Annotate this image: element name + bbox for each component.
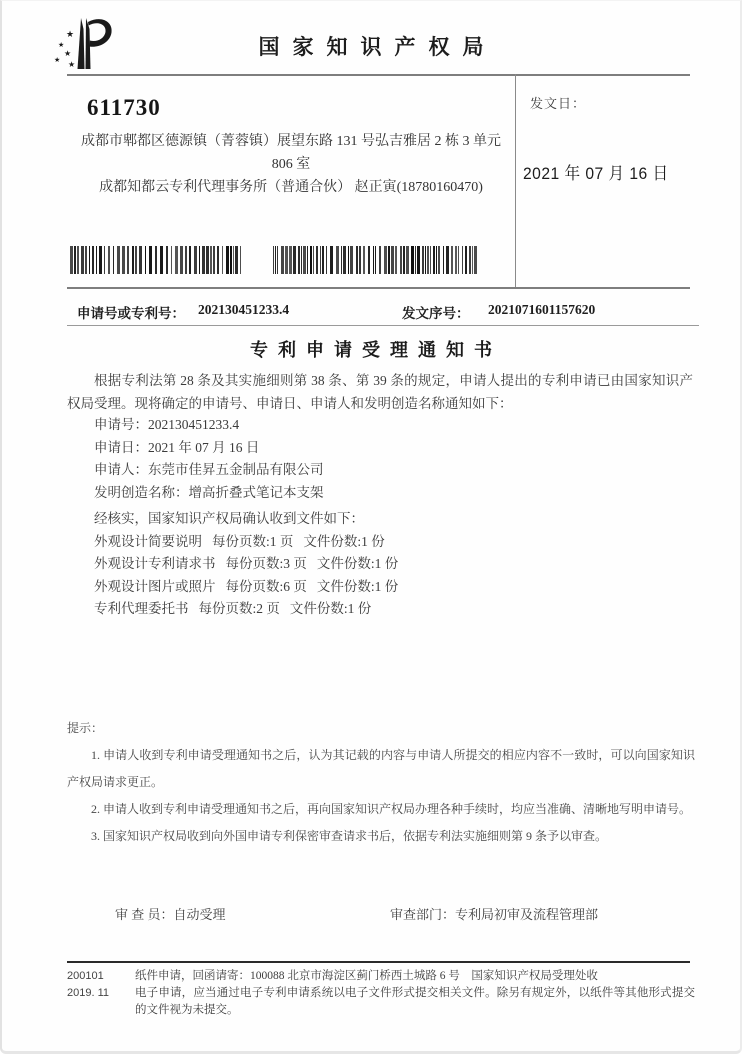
tip-item-1: 1. 申请人收到专利申请受理通知书之后，认为其记载的内容与申请人所提交的相应内容不一致时，可以向国家知识产权局请求更正。 xyxy=(67,748,695,789)
application-number-value: 202130451233.4 xyxy=(198,302,290,317)
footer-row-electronic xyxy=(67,985,695,1019)
serial-number-label: 发文序号： xyxy=(402,306,470,321)
document-name: 外观设计简要说明 xyxy=(94,533,202,549)
received-documents-intro: 经核实，国家知识产权局确认收到文件如下： xyxy=(94,511,364,526)
footer-form-code: 200101 xyxy=(67,970,104,982)
svg-text:★: ★ xyxy=(58,41,65,49)
numbers-bottom-rule xyxy=(67,325,699,326)
footer-row-paper xyxy=(67,968,695,985)
document-pages: 每份页数:1 页 xyxy=(212,533,294,549)
serial-number-value: 2021071601157620 xyxy=(488,302,596,317)
document-title: 专利申请受理通知书 xyxy=(250,340,502,360)
field-value: 东莞市佳昇五金制品有限公司 xyxy=(148,462,324,478)
barcode-right xyxy=(273,246,478,274)
examination-department xyxy=(390,904,598,923)
barcode-left xyxy=(70,246,243,274)
document-name: 专利代理委托书 xyxy=(94,601,189,617)
tip-item-2: 2. 申请人收到专利申请受理通知书之后，再向国家知识产权局办理各种手续时，均应当准确、清晰地写明申请号。 xyxy=(91,802,692,816)
field-label: 申请日： xyxy=(94,439,148,455)
department-label: 审查部门： xyxy=(390,907,456,922)
application-number-label: 申请号或专利号： xyxy=(77,306,185,321)
application-fields xyxy=(67,414,693,504)
svg-text:★: ★ xyxy=(66,29,75,39)
org-title: 国家知识产权局 xyxy=(258,36,497,59)
document-copies: 文件份数:1 份 xyxy=(289,601,372,617)
field-applicant xyxy=(67,459,693,482)
field-label: 申请号： xyxy=(94,417,148,432)
mailing-address-line2: 806 室 xyxy=(271,157,311,172)
field-filing-date xyxy=(67,437,693,460)
footer-notes xyxy=(67,968,695,1019)
examiner-label: 审 查 员： xyxy=(115,907,174,922)
intro-paragraph: 根据专利法第 28 条及其实施细则第 38 条、第 39 条的规定，申请人提出的专利申请已由国家知识产权局受理。现将确定的申请号、申请日、申请人和发明创造名称通知如下： xyxy=(67,373,693,411)
document-row xyxy=(67,598,693,621)
header-bottom-rule xyxy=(67,287,690,289)
document-name: 外观设计专利请求书 xyxy=(94,556,216,572)
document-copies: 文件份数:1 份 xyxy=(316,578,399,594)
field-invention-title xyxy=(67,482,693,505)
department-value: 专利局初审及流程管理部 xyxy=(455,907,599,922)
received-documents xyxy=(67,508,693,621)
issue-date-value: 2021 年 07 月 16 日 xyxy=(523,164,669,183)
footer-electronic-note: 电子申请，应当通过电子专利申请系统以电子文件形式提交相关文件。除另有规定外，以纸件等其他形式提交的文件视为未提交。 xyxy=(135,987,695,1016)
document-name: 外观设计图片或照片 xyxy=(94,578,216,594)
document-row xyxy=(67,553,693,576)
mailing-address-line1: 成都市郫都区德源镇（菁蓉镇）展望东路 131 号弘吉雅居 2 栋 3 单元 xyxy=(81,134,501,149)
field-application-number xyxy=(67,414,693,437)
field-value: 202130451233.4 xyxy=(148,417,240,432)
field-label: 发明创造名称： xyxy=(94,484,189,500)
svg-text:★: ★ xyxy=(68,60,76,69)
document-pages: 每份页数:3 页 xyxy=(225,556,307,572)
document-pages: 每份页数:2 页 xyxy=(198,601,280,617)
examiner xyxy=(115,904,226,923)
postal-code: 611730 xyxy=(87,95,161,120)
field-value: 2021 年 07 月 16 日 xyxy=(148,439,260,455)
issue-date-label: 发文日： xyxy=(530,96,587,111)
document-copies: 文件份数:1 份 xyxy=(316,556,399,572)
footer-rule xyxy=(67,961,690,963)
examiner-value: 自动受理 xyxy=(173,907,226,922)
document-row xyxy=(67,576,693,599)
tips-label: 提示： xyxy=(67,721,104,735)
document-copies: 文件份数:1 份 xyxy=(303,533,385,549)
tip-item-3: 3. 国家知识产权局收到向外国申请专利保密审查请求书后，依据专利法实施细则第 9 条予以审查。 xyxy=(91,829,608,843)
field-value: 增高折叠式笔记本支架 xyxy=(188,484,324,500)
svg-text:★: ★ xyxy=(64,49,72,58)
svg-text:★: ★ xyxy=(54,56,61,64)
header-top-rule xyxy=(67,74,690,76)
footer-form-date: 2019. 11 xyxy=(67,987,110,999)
field-label: 申请人： xyxy=(94,462,148,478)
footer-paper-note: 纸件申请，回函请寄：100088 北京市海淀区蓟门桥西土城路 6 号 国家知识产权局受理处收 xyxy=(135,970,598,982)
tips-section xyxy=(67,715,695,850)
document-pages: 每份页数:6 页 xyxy=(225,578,307,594)
mailing-recipient: 成都知都云专利代理事务所（普通合伙） 赵正寅(18780160470) xyxy=(99,180,483,195)
document-row xyxy=(67,531,693,554)
